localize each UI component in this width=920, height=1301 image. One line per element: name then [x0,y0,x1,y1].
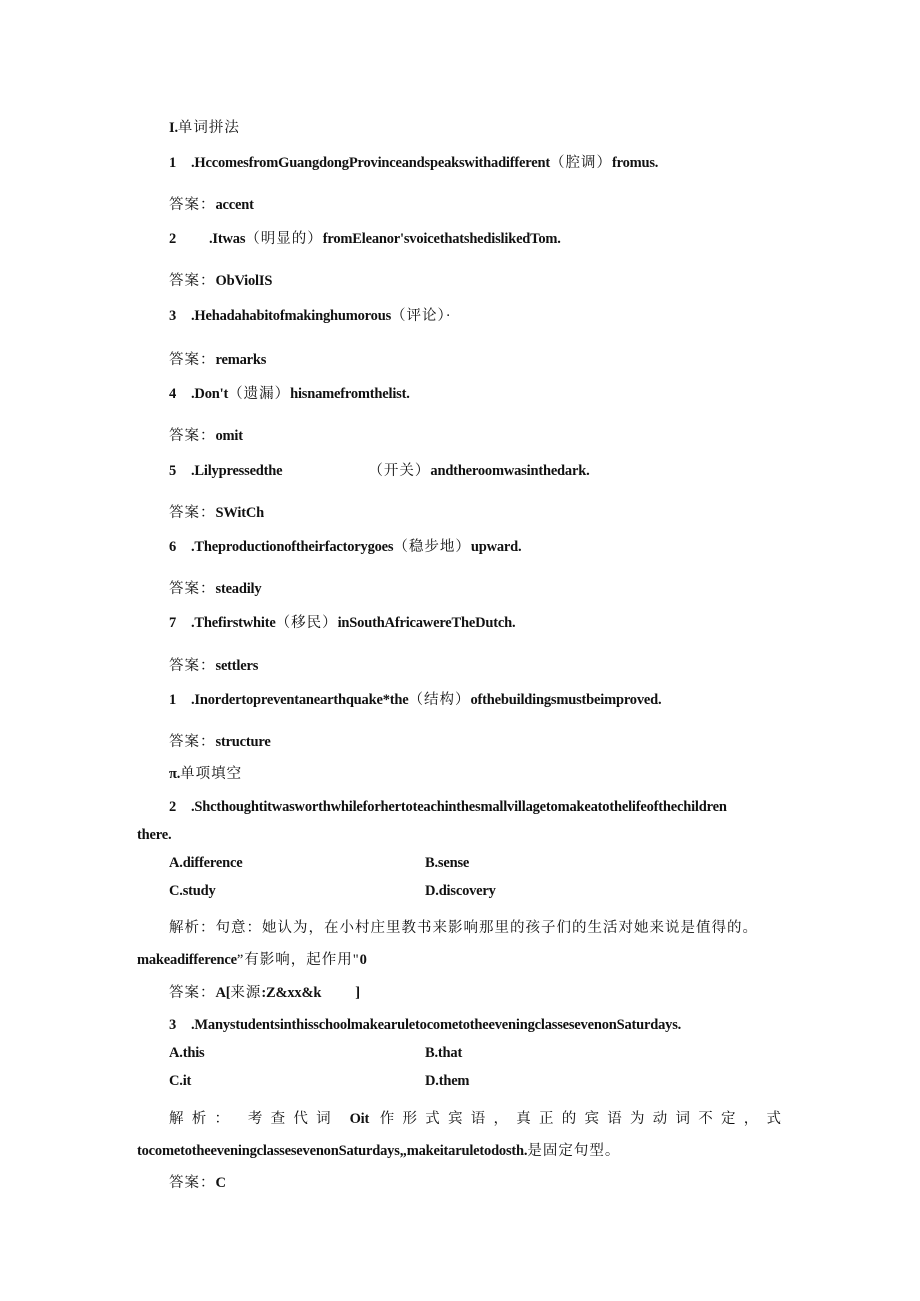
question-line: 6 .Theproductionoftheirfactorygoes（稳步地）upward. [169,539,522,555]
analysis-line: 解析： 考查代词 Oit 作形式宾语，真正的宾语为动词不定，式 [169,1111,782,1127]
option-a: A.difference [169,855,243,871]
options-row [169,881,782,901]
option-d: D.them [425,1073,470,1089]
option-d: D.discovery [425,883,496,899]
options-row [169,1071,782,1091]
answer-line: 答案：ObViolIS [169,273,273,289]
question-line: 5 .Lilypressedthe （开关）andtheroomwasinthedark. [169,463,590,479]
question-line: 4 .Don't（遗漏）hisnamefromthelist. [169,386,410,402]
section-2-heading: π.单项填空 [169,766,243,782]
question-line: 7 .Thefirstwhite（移民）inSouthAfricawereTheDutch. [169,615,516,631]
answer-line: 答案：accent [169,197,254,213]
answer-line: 答案：omit [169,428,243,444]
options-row [169,853,782,873]
answer-line: 答案：structure [169,734,271,750]
question-line: 2 .Shcthoughtitwasworthwhileforhertoteachinthesmallvillagetomakeatothelifeofthechildren [169,799,727,815]
option-b: B.that [425,1045,463,1061]
option-c: C.it [169,1073,192,1089]
answer-line: 答案：A[来源:Z&xx&k ] [169,985,360,1001]
section-1-heading: I.单词拼法 [169,120,240,136]
question-line: 2 .Itwas（明显的）fromEleanor'svoicethatshedislikedTom. [169,231,561,247]
option-b: B.sense [425,855,470,871]
answer-line: 答案：steadily [169,581,262,597]
option-c: C.study [169,883,216,899]
question-line: 3 .Hehadahabitofmakinghumorous（评论）· [169,308,452,324]
question-line: 3 .ManystudentsinthisschoolmakearuletocometotheeveningclassesevenonSaturdays. [169,1017,682,1033]
question-line: 1 .Inordertopreventanearthquake*the（结构）ofthebuildingsmustbeimproved. [169,692,662,708]
analysis-line-continued: makeadifference”有影响，起作用"0 [137,952,367,968]
answer-line: 答案：SWitCh [169,505,264,521]
options-row [169,1043,782,1063]
analysis-line-continued: tocometotheeveningclassesevenonSaturdays„makeitaruletodosth.是固定句型。 [137,1143,621,1159]
analysis-line: 解析：句意：她认为，在小村庄里教书来影响那里的孩子们的生活对她来说是值得的。 [169,920,758,936]
answer-line: 答案：C [169,1175,226,1191]
answer-line: 答案：settlers [169,658,259,674]
option-a: A.this [169,1045,205,1061]
answer-line: 答案：remarks [169,352,267,368]
question-line: 1 .HccomesfromGuangdongProvinceandspeakswithadifferent（腔调）fromus. [169,155,659,171]
question-line-continued: there. [137,827,172,843]
